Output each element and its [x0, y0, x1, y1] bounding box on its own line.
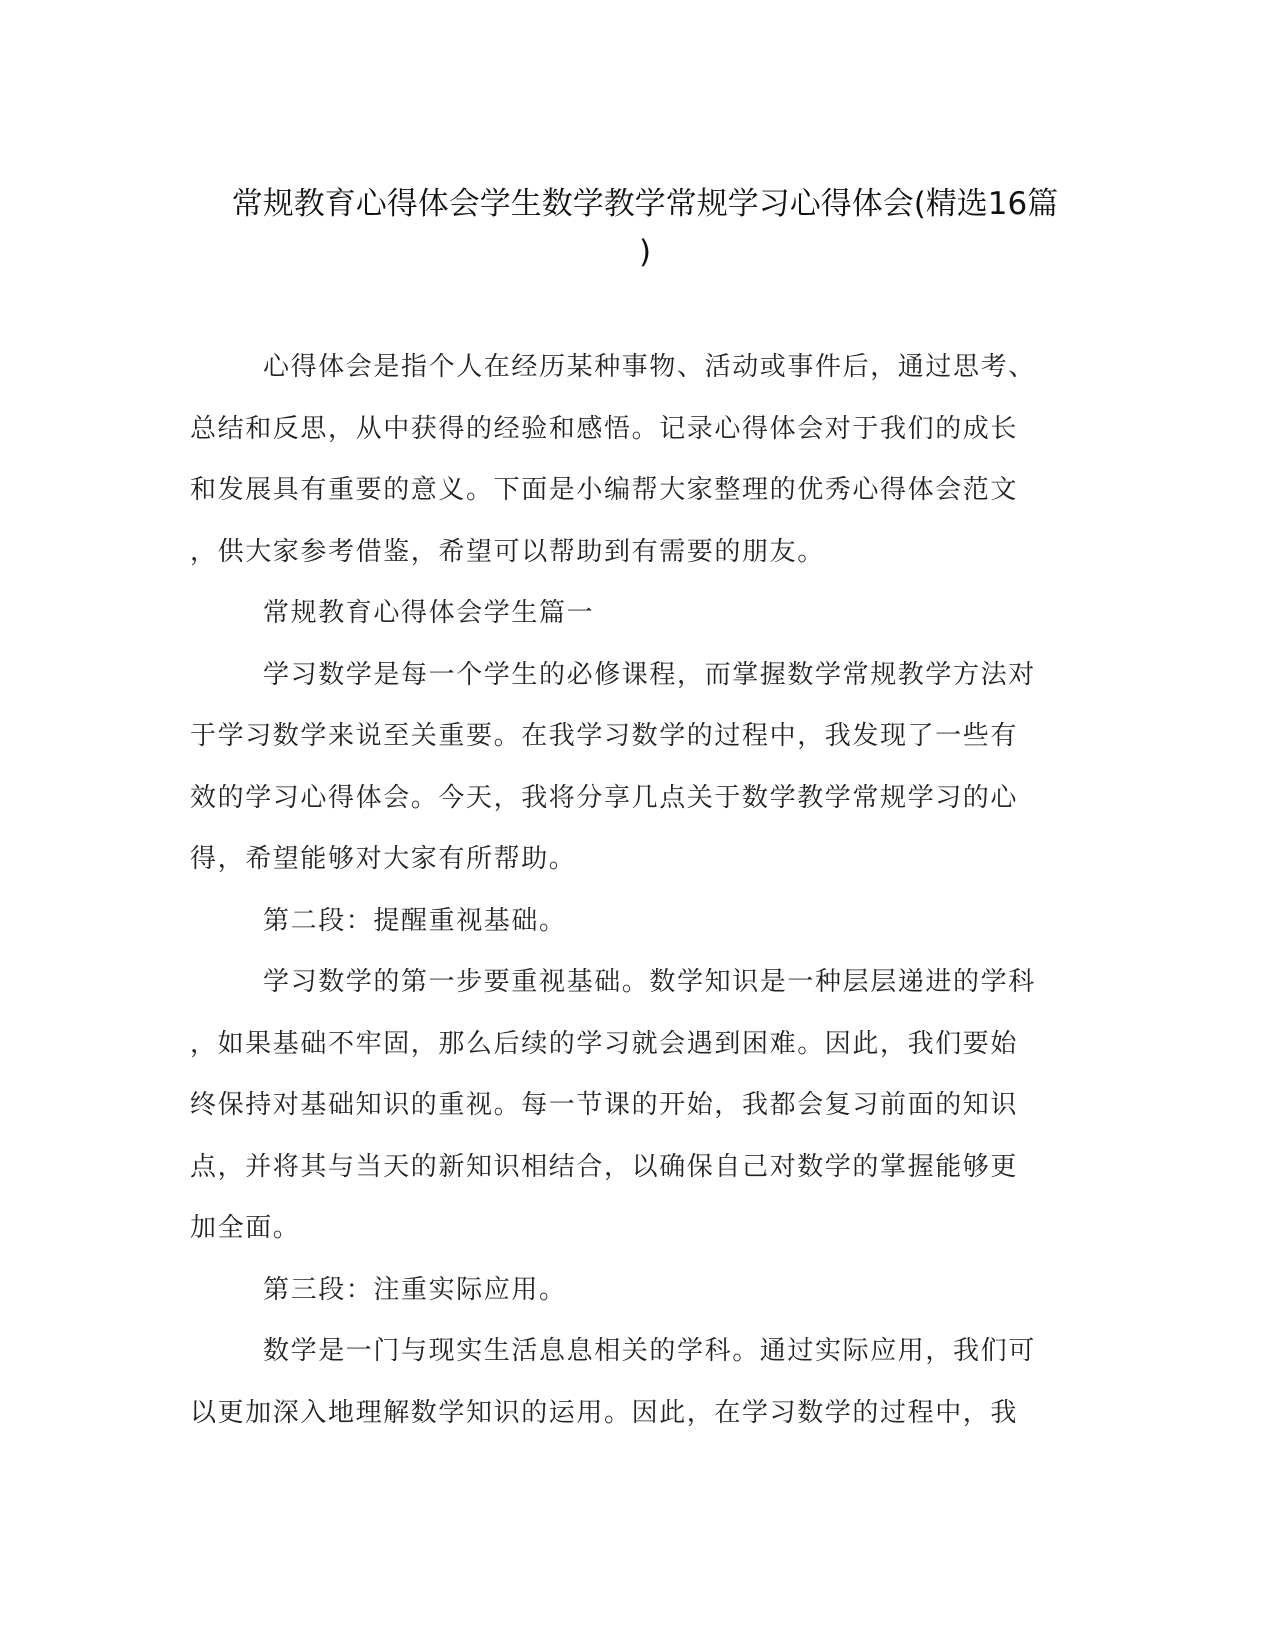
paragraph-line: 学习数学的第一步要重视基础。数学知识是一种层层递进的学科 — [263, 967, 1036, 997]
paragraph-line: 效的学习心得体会。今天，我将分享几点关于数学教学常规学习的心 — [190, 782, 1019, 813]
document-title — [190, 180, 1100, 276]
paragraph-line: 终保持对基础知识的重视。每一节课的开始，我都会复习前面的知识 — [190, 1090, 1019, 1120]
paragraph-line: 得，希望能够对大家有所帮助。 — [190, 844, 577, 874]
intro-paragraph-line: ，供大家参考借鉴，希望可以帮助到有需要的朋友。 — [190, 536, 825, 567]
paragraph-line: 数学是一门与现实生活息息相关的学科。通过实际应用，我们可 — [263, 1336, 1036, 1366]
intro-paragraph-line: 总结和反思，从中获得的经验和感悟。记录心得体会对于我们的成长 — [190, 413, 1019, 444]
paragraph-line: 学习数学是每一个学生的必修课程，而掌握数学常规教学方法对 — [263, 659, 1036, 690]
subsection-heading: 第二段：提醒重视基础。 — [263, 905, 567, 936]
paragraph-line: 点，并将其与当天的新知识相结合，以确保自己对数学的掌握能够更 — [190, 1151, 1019, 1182]
section-heading: 常规教育心得体会学生篇一 — [263, 598, 595, 628]
intro-paragraph-line: 心得体会是指个人在经历某种事物、活动或事件后，通过思考、 — [263, 352, 1036, 382]
paragraph-line: ，如果基础不牢固，那么后续的学习就会遇到困难。因此，我们要始 — [190, 1028, 1019, 1059]
intro-paragraph-line: 和发展具有重要的意义。下面是小编帮大家整理的优秀心得体会范文 — [190, 475, 1019, 505]
title-line: 常规教育心得体会学生数学教学常规学习心得体会(精选16篇 — [231, 186, 1059, 222]
paragraph-line: 以更加深入地理解数学知识的运用。因此，在学习数学的过程中，我 — [190, 1397, 1019, 1428]
paragraph-line: 于学习数学来说至关重要。在我学习数学的过程中，我发现了一些有 — [190, 721, 1019, 751]
subsection-heading: 第三段：注重实际应用。 — [263, 1274, 567, 1305]
paragraph-line: 加全面。 — [190, 1213, 301, 1243]
title-line: ) — [638, 234, 652, 270]
document-body — [190, 347, 1090, 1454]
